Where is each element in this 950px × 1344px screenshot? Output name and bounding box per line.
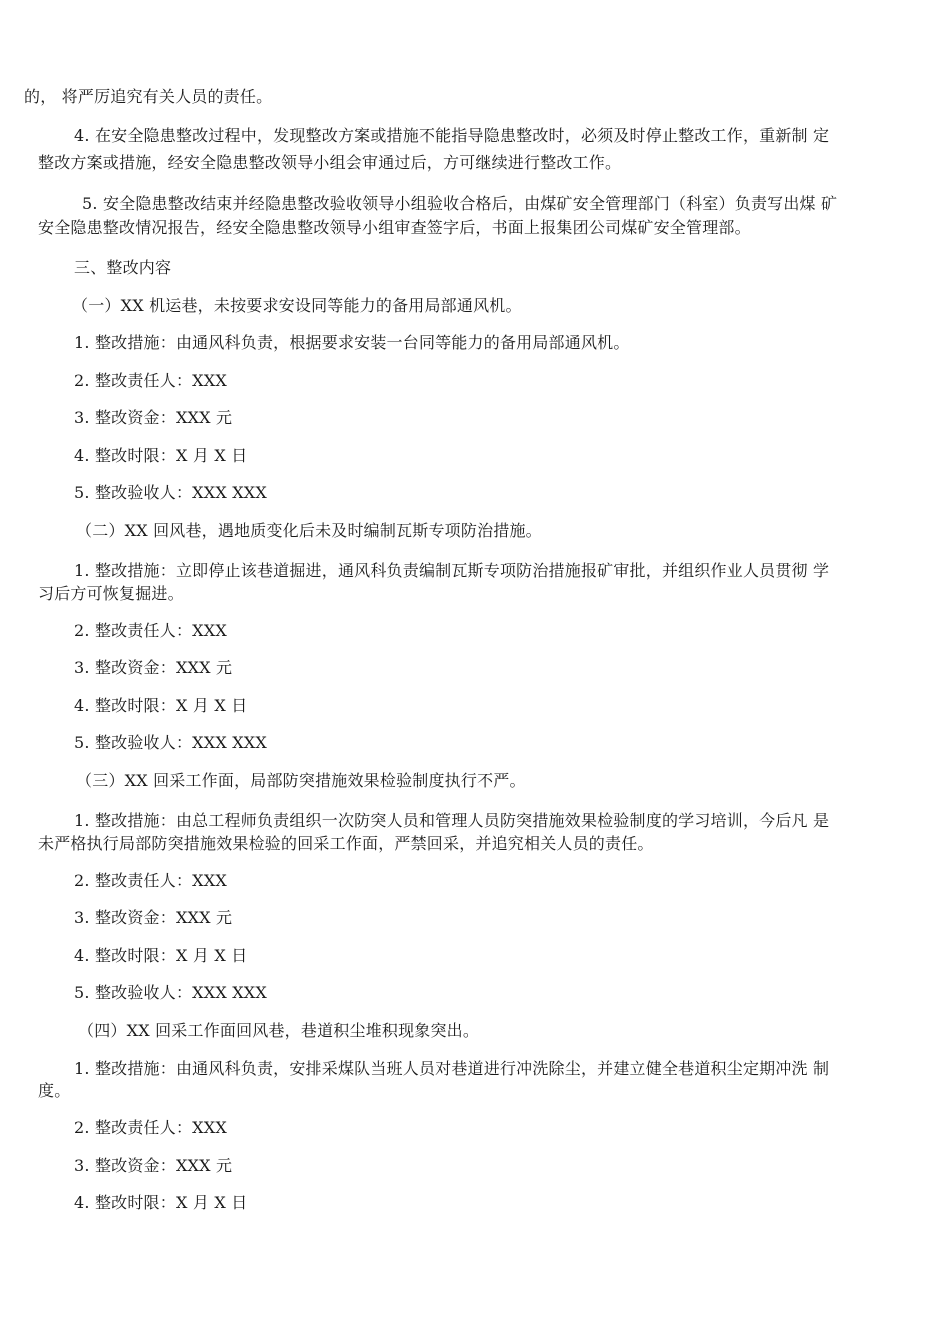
paragraph-line: 1. 整改措施：立即停止该巷道掘进，通风科负责编制瓦斯专项防治措施报矿审批，并组织作业人员贯彻 学 [74, 561, 830, 580]
paragraph-line: 1. 整改措施：由总工程师负责组织一次防突人员和管理人员防突措施效果检验制度的学习培训，今后凡 是 [74, 811, 830, 830]
paragraph-line: 习后方可恢复掘进。 [38, 584, 184, 603]
paragraph-line: 整改方案或措施，经安全隐患整改领导小组会审通过后，方可继续进行整改工作。 [38, 153, 622, 172]
paragraph-line: 5. 安全隐患整改结束并经隐患整改验收领导小组验收合格后，由煤矿安全管理部门（科室）负责写出煤 矿 [82, 194, 838, 213]
paragraph-line: 4. 整改时限：X 月 X 日 [74, 446, 248, 465]
paragraph-line: 3. 整改资金：XXX 元 [74, 408, 233, 427]
paragraph-line: （三）XX 回采工作面，局部防突措施效果检验制度执行不严。 [76, 771, 526, 790]
paragraph-line: 三、整改内容 [74, 258, 172, 277]
paragraph-line: 3. 整改资金：XXX 元 [74, 1156, 233, 1175]
paragraph-line: 4. 整改时限：X 月 X 日 [74, 946, 248, 965]
paragraph-line: 5. 整改验收人：XXX XXX [74, 483, 267, 502]
paragraph-line: 4. 整改时限：X 月 X 日 [74, 1193, 248, 1212]
paragraph-line: 5. 整改验收人：XXX XXX [74, 733, 267, 752]
paragraph-line: 2. 整改责任人：XXX [74, 871, 227, 890]
paragraph-line: 4. 整改时限：X 月 X 日 [74, 696, 248, 715]
paragraph-line: （一）XX 机运巷，未按要求安设同等能力的备用局部通风机。 [72, 296, 522, 315]
paragraph-line: 1. 整改措施：由通风科负责，安排采煤队当班人员对巷道进行冲洗除尘，并建立健全巷道积尘定期冲洗 制 [74, 1059, 830, 1078]
paragraph-line: 度。 [38, 1081, 71, 1100]
paragraph-line: 未严格执行局部防突措施效果检验的回采工作面，严禁回采，并追究相关人员的责任。 [38, 834, 654, 853]
paragraph-line: 4. 在安全隐患整改过程中，发现整改方案或措施不能指导隐患整改时，必须及时停止整改工作，重新制 定 [74, 126, 830, 145]
paragraph-line: （四）XX 回采工作面回风巷，巷道积尘堆积现象突出。 [78, 1021, 480, 1040]
paragraph-line: 2. 整改责任人：XXX [74, 371, 227, 390]
paragraph-line: 3. 整改资金：XXX 元 [74, 658, 233, 677]
paragraph-line: 5. 整改验收人：XXX XXX [74, 983, 267, 1002]
paragraph-line: 3. 整改资金：XXX 元 [74, 908, 233, 927]
paragraph-line: 的， 将严厉追究有关人员的责任。 [24, 87, 273, 106]
paragraph-line: 安全隐患整改情况报告，经安全隐患整改领导小组审查签字后，书面上报集团公司煤矿安全管理部。 [38, 218, 751, 237]
paragraph-line: 1. 整改措施：由通风科负责，根据要求安装一台同等能力的备用局部通风机。 [74, 333, 630, 352]
paragraph-line: （二）XX 回风巷，遇地质变化后未及时编制瓦斯专项防治措施。 [76, 521, 542, 540]
paragraph-line: 2. 整改责任人：XXX [74, 1118, 227, 1137]
paragraph-line: 2. 整改责任人：XXX [74, 621, 227, 640]
